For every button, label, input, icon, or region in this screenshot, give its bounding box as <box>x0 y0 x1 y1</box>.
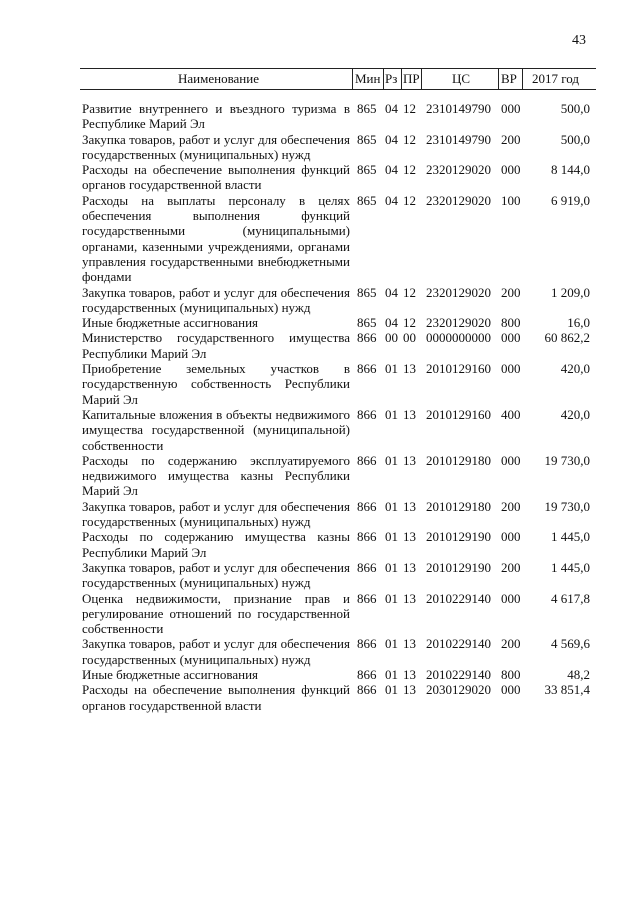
row-cs: 2320129020 <box>426 315 491 331</box>
row-vr: 000 <box>501 590 521 606</box>
row-name: Расходы на выплаты персоналу в целях обеспечения выполнения функций государственными (муниципальными) органами, казенными учреждениями, органами управления государственными внебюджетными фондами <box>82 192 350 285</box>
row-sum: 19 730,0 <box>544 498 590 514</box>
row-pr: 12 <box>403 162 416 178</box>
row-name: Закупка товаров, работ и услуг для обеспечения государственных (муниципальных) нужд <box>82 559 350 591</box>
row-sum: 4 617,8 <box>551 590 590 606</box>
row-name: Развитие внутреннего и въездного туризма в Республике Марий Эл <box>82 101 350 132</box>
row-pr: 13 <box>403 361 416 377</box>
row-min: 865 <box>357 162 377 178</box>
row-cs: 2310149790 <box>426 131 491 147</box>
header-name: Наименование <box>178 71 259 86</box>
row-pr: 13 <box>403 498 416 514</box>
table-row <box>80 560 596 591</box>
row-rz: 04 <box>385 101 398 116</box>
row-rz: 01 <box>385 682 398 698</box>
row-name: Капитальные вложения в объекты недвижимого имущества государственной (муниципальной) собственности <box>82 406 350 453</box>
row-sum: 8 144,0 <box>551 162 590 178</box>
row-min: 866 <box>357 529 377 545</box>
row-name: Закупка товаров, работ и услуг для обеспечения государственных (муниципальных) нужд <box>82 636 350 667</box>
row-min: 865 <box>357 192 377 208</box>
row-sum: 33 851,4 <box>544 682 590 698</box>
row-pr: 13 <box>403 636 416 652</box>
row-vr: 000 <box>501 330 521 346</box>
row-min: 866 <box>357 406 377 422</box>
row-min: 866 <box>357 361 377 377</box>
row-min: 866 <box>357 636 377 652</box>
row-name: Расходы по содержанию эксплуатируемого недвижимого имущества казны Республики Марий Эл <box>82 452 350 499</box>
table-row <box>80 193 596 285</box>
row-rz: 04 <box>385 284 398 300</box>
row-pr: 12 <box>403 315 416 331</box>
row-cs: 2310149790 <box>426 101 491 116</box>
table-row <box>80 453 596 499</box>
row-pr: 12 <box>403 192 416 208</box>
row-min: 865 <box>357 101 377 116</box>
row-rz: 01 <box>385 498 398 514</box>
row-min: 866 <box>357 559 377 575</box>
row-rz: 01 <box>385 666 398 682</box>
budget-table <box>80 68 596 713</box>
table-row <box>80 162 596 193</box>
row-min: 865 <box>357 131 377 147</box>
table-row <box>80 499 596 530</box>
table-row <box>80 330 596 361</box>
header-vr: ВР <box>501 71 517 86</box>
row-name: Закупка товаров, работ и услуг для обеспечения государственных (муниципальных) нужд <box>82 498 350 530</box>
row-rz: 01 <box>385 590 398 606</box>
row-rz: 04 <box>385 315 398 331</box>
table-row <box>80 407 596 453</box>
row-pr: 13 <box>403 590 416 606</box>
row-pr: 12 <box>403 284 416 300</box>
row-name: Иные бюджетные ассигнования <box>82 315 259 331</box>
row-pr: 13 <box>403 559 416 575</box>
row-cs: 2010229140 <box>426 636 491 652</box>
page-number: 43 <box>572 33 586 48</box>
table-row <box>80 591 596 637</box>
row-cs: 0000000000 <box>426 330 491 346</box>
row-min: 865 <box>357 284 377 300</box>
row-cs: 2010129180 <box>426 498 491 514</box>
header-year: 2017 год <box>532 71 579 86</box>
row-vr: 000 <box>501 162 521 178</box>
table-row <box>80 682 596 713</box>
row-pr: 13 <box>403 682 416 698</box>
row-name: Расходы по содержанию имущества казны Республики Марий Эл <box>82 529 350 560</box>
row-vr: 000 <box>501 682 521 698</box>
row-rz: 01 <box>385 406 398 422</box>
row-sum: 16,0 <box>567 315 590 331</box>
row-cs: 2010229140 <box>426 590 491 606</box>
row-rz: 01 <box>385 529 398 545</box>
row-cs: 2010129160 <box>426 361 491 377</box>
header-cs: ЦС <box>452 71 471 86</box>
row-pr: 13 <box>403 666 416 682</box>
row-cs: 2320129020 <box>426 192 491 208</box>
row-sum: 4 569,6 <box>551 636 590 652</box>
row-name: Министерство государственного имущества Республики Марий Эл <box>82 330 350 361</box>
row-rz: 01 <box>385 559 398 575</box>
row-name: Иные бюджетные ассигнования <box>82 666 259 682</box>
table-row <box>80 636 596 667</box>
row-cs: 2030129020 <box>426 682 491 698</box>
row-cs: 2320129020 <box>426 162 491 178</box>
row-sum: 1 445,0 <box>551 529 590 545</box>
table-row <box>80 529 596 560</box>
row-cs: 2010129180 <box>426 452 491 468</box>
table-body <box>80 90 596 713</box>
row-cs: 2010229140 <box>426 666 491 682</box>
table-header <box>80 68 596 90</box>
row-pr: 13 <box>403 406 416 422</box>
row-rz: 00 <box>385 330 398 346</box>
row-sum: 420,0 <box>560 406 590 422</box>
row-vr: 800 <box>501 666 521 682</box>
table-row <box>80 361 596 407</box>
row-sum: 6 919,0 <box>551 192 590 208</box>
row-cs: 2010129190 <box>426 529 491 545</box>
row-sum: 48,2 <box>567 666 590 682</box>
row-name: Закупка товаров, работ и услуг для обеспечения государственных (муниципальных) нужд <box>82 131 350 162</box>
row-sum: 1 209,0 <box>551 284 590 300</box>
row-vr: 400 <box>501 406 521 422</box>
header-pr: ПР <box>403 71 420 86</box>
row-rz: 04 <box>385 131 398 147</box>
row-pr: 13 <box>403 452 416 468</box>
table-row <box>80 285 596 316</box>
row-rz: 04 <box>385 192 398 208</box>
row-cs: 2010129190 <box>426 559 491 575</box>
row-min: 866 <box>357 590 377 606</box>
row-vr: 200 <box>501 131 521 147</box>
row-min: 866 <box>357 682 377 698</box>
row-pr: 13 <box>403 529 416 545</box>
row-sum: 19 730,0 <box>544 452 590 468</box>
row-vr: 000 <box>501 452 521 468</box>
row-min: 866 <box>357 330 377 346</box>
row-rz: 01 <box>385 452 398 468</box>
row-vr: 200 <box>501 636 521 652</box>
table-row <box>80 132 596 163</box>
row-min: 865 <box>357 315 377 331</box>
row-vr: 200 <box>501 498 521 514</box>
row-vr: 200 <box>501 284 521 300</box>
row-cs: 2010129160 <box>426 406 491 422</box>
row-vr: 000 <box>501 101 521 116</box>
row-vr: 200 <box>501 559 521 575</box>
row-rz: 04 <box>385 162 398 178</box>
row-pr: 00 <box>403 330 416 346</box>
table-row <box>80 101 596 132</box>
row-min: 866 <box>357 666 377 682</box>
row-rz: 01 <box>385 361 398 377</box>
row-cs: 2320129020 <box>426 284 491 300</box>
row-name: Закупка товаров, работ и услуг для обеспечения государственных (муниципальных) нужд <box>82 284 350 315</box>
header-rz: Рз <box>385 71 398 86</box>
row-vr: 000 <box>501 529 521 545</box>
row-rz: 01 <box>385 636 398 652</box>
row-name: Расходы на обеспечение выполнения функций органов государственной власти <box>82 682 350 713</box>
row-vr: 000 <box>501 361 521 377</box>
row-min: 866 <box>357 498 377 514</box>
row-pr: 12 <box>403 101 416 116</box>
row-name: Расходы на обеспечение выполнения функций органов государственной власти <box>82 162 350 193</box>
table-row <box>80 315 596 330</box>
row-pr: 12 <box>403 131 416 147</box>
row-sum: 500,0 <box>560 101 590 116</box>
row-vr: 100 <box>501 192 521 208</box>
table-row <box>80 667 596 682</box>
row-vr: 800 <box>501 315 521 331</box>
row-sum: 60 862,2 <box>544 330 590 346</box>
row-name: Приобретение земельных участков в государственную собственность Республики Марий Эл <box>82 361 350 407</box>
row-sum: 420,0 <box>560 361 590 377</box>
row-min: 866 <box>357 452 377 468</box>
header-min: Мин <box>355 71 381 86</box>
row-name: Оценка недвижимости, признание прав и регулирование отношений по государственной собственности <box>82 590 350 637</box>
row-sum: 500,0 <box>560 131 590 147</box>
row-sum: 1 445,0 <box>551 559 590 575</box>
